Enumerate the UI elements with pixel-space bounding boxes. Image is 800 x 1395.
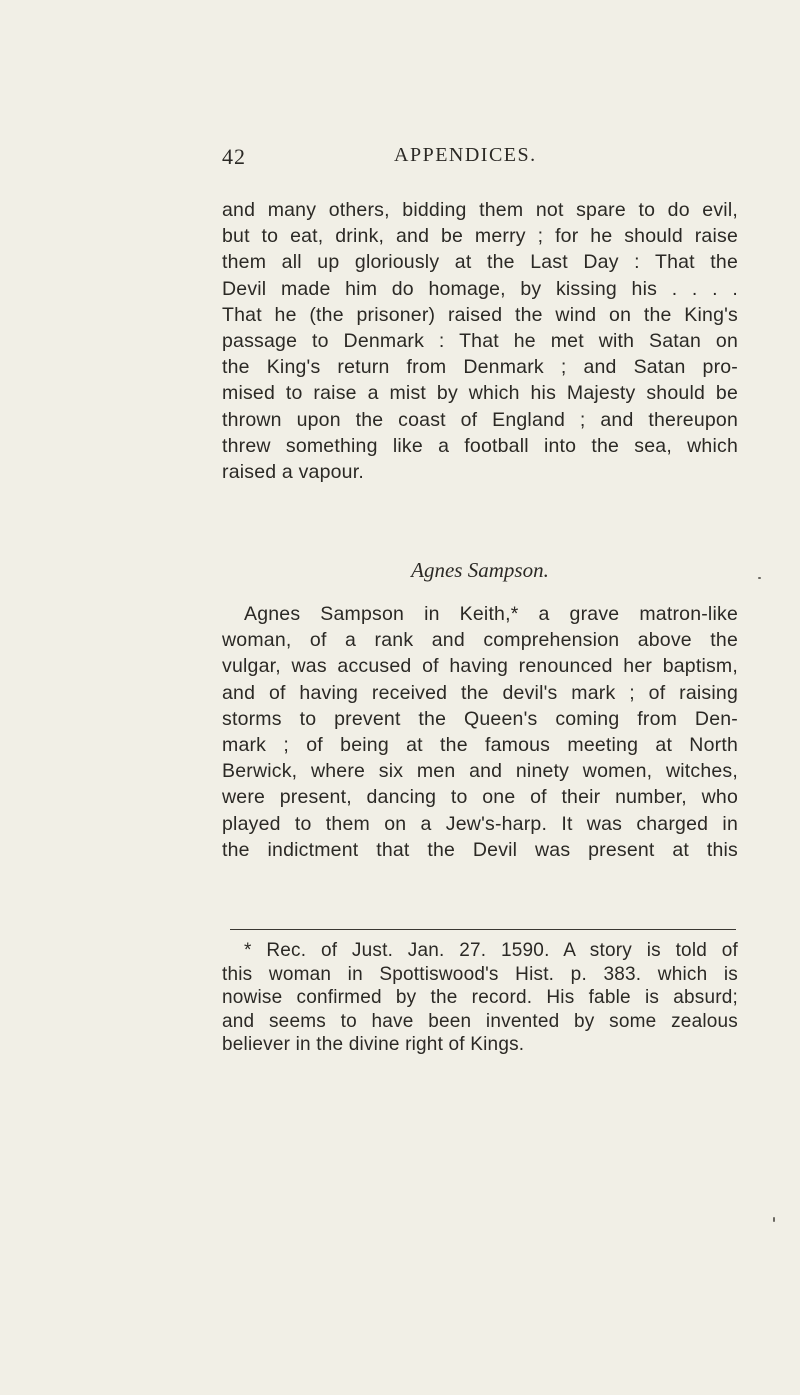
text-line: mised to raise a mist by which his Majesty should be: [222, 382, 738, 405]
text-line: the King's return from Denmark ; and Satan pro-: [222, 356, 738, 379]
text-line: vulgar, was accused of having renounced her baptism,: [222, 655, 738, 678]
text-line: thrown upon the coast of England ; and thereupon: [222, 408, 738, 431]
footnote-line: believer in the divine right of Kings.: [222, 1034, 525, 1055]
text-line: mark ; of being at the famous meeting at North: [222, 733, 738, 756]
footnote-divider: [230, 929, 736, 930]
footnote-line: * Rec. of Just. Jan. 27. 1590. A story is told of: [244, 940, 738, 961]
running-head: APPENDICES.: [394, 144, 537, 166]
text-line: them all up gloriously at the Last Day : That the: [222, 251, 738, 274]
text-line: and of having received the devil's mark ; of raising: [222, 681, 738, 704]
text-line: the indictment that the Devil was present at this: [222, 838, 738, 861]
page-header: [222, 144, 742, 174]
text-line: Agnes Sampson in Keith,* a grave matron-like: [244, 603, 738, 625]
text-line: passage to Denmark : That he met with Satan on: [222, 329, 738, 352]
text-line: were present, dancing to one of their number, who: [222, 786, 738, 809]
text-line: Berwick, where six men and ninety women, witches,: [222, 760, 738, 783]
section-paragraph: [222, 601, 738, 863]
text-line: raised a vapour.: [222, 460, 364, 483]
page-number: 42: [222, 144, 246, 169]
footnote: [222, 939, 738, 1057]
text-line: Devil made him do homage, by kissing his . . . .: [222, 277, 738, 300]
section-title: Agnes Sampson.: [411, 558, 549, 582]
footnote-line: this woman in Spottiswood's Hist. p. 383. which is: [222, 963, 738, 985]
paragraph-continued: [222, 197, 738, 485]
paper-speck: [758, 577, 761, 579]
footnote-line: and seems to have been invented by some zealous: [222, 1010, 738, 1032]
text-line: played to them on a Jew's-harp. It was charged in: [222, 812, 738, 835]
text-line: and many others, bidding them not spare to do evil,: [222, 199, 738, 221]
text-line: storms to prevent the Queen's coming from Den-: [222, 707, 738, 730]
footnote-line: nowise confirmed by the record. His fable is absurd;: [222, 987, 738, 1008]
paper-speck: [773, 1217, 775, 1222]
text-line: That he (the prisoner) raised the wind on the King's: [222, 303, 738, 326]
text-line: woman, of a rank and comprehension above the: [222, 629, 738, 652]
text-line: but to eat, drink, and be merry ; for he should raise: [222, 225, 738, 248]
text-line: threw something like a football into the sea, which: [222, 434, 738, 457]
